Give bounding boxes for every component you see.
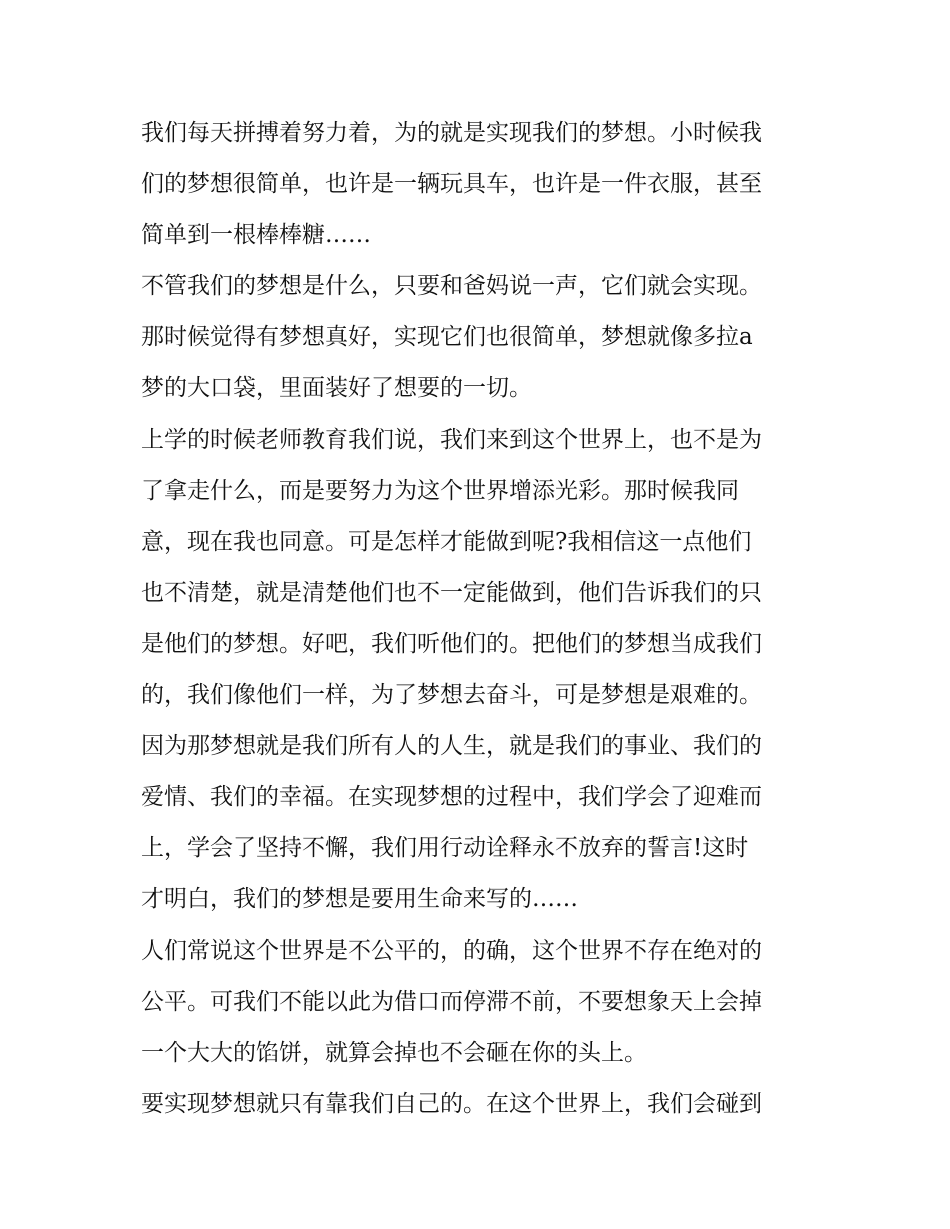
text-line: 是他们的梦想。好吧，我们听他们的。把他们的梦想当成我们 — [141, 630, 762, 657]
text-line: 意，现在我也同意。可是怎样才能做到呢?我相信这一点他们 — [141, 528, 752, 555]
text-line: 也不清楚，就是清楚他们也不一定能做到，他们告诉我们的只 — [141, 579, 762, 606]
text-line: 上，学会了坚持不懈，我们用行动诠释永不放弃的誓言!这时 — [141, 835, 749, 862]
text-line: 要实现梦想就只有靠我们自己的。在这个世界上，我们会碰到 — [141, 1090, 762, 1117]
text-line: 简单到一根棒棒糖…… — [141, 222, 371, 249]
text-line: 不管我们的梦想是什么，只要和爸妈说一声，它们就会实现。 — [141, 273, 762, 300]
text-line: 人们常说这个世界是不公平的，的确，这个世界不存在绝对的 — [141, 937, 762, 964]
text-line: 我们每天拼搏着努力着，为的就是实现我们的梦想。小时候我 — [141, 120, 762, 146]
text-line: 公平。可我们不能以此为借口而停滞不前，不要想象天上会掉 — [141, 988, 762, 1015]
text-line: 梦的大口袋，里面装好了想要的一切。 — [141, 375, 532, 402]
text-line: 们的梦想很简单，也许是一辆玩具车，也许是一件衣服，甚至 — [141, 171, 762, 198]
text-line: 了拿走什么，而是要努力为这个世界增添光彩。那时候我同 — [141, 477, 739, 504]
text-line: 因为那梦想就是我们所有人的人生，就是我们的事业、我们的 — [141, 733, 762, 760]
text-line: 一个大大的馅饼，就算会掉也不会砸在你的头上。 — [141, 1039, 647, 1066]
text-line: 才明白，我们的梦想是要用生命来写的…… — [141, 886, 578, 913]
text-line: 爱情、我们的幸福。在实现梦想的过程中，我们学会了迎难而 — [141, 784, 762, 811]
body-text — [141, 108, 821, 1130]
text-line: 的，我们像他们一样，为了梦想去奋斗，可是梦想是艰难的。 — [141, 682, 762, 709]
text-line: 上学的时候老师教育我们说，我们来到这个世界上，也不是为 — [141, 426, 762, 453]
text-line: 那时候觉得有梦想真好，实现它们也很简单，梦想就像多拉a — [141, 324, 753, 351]
